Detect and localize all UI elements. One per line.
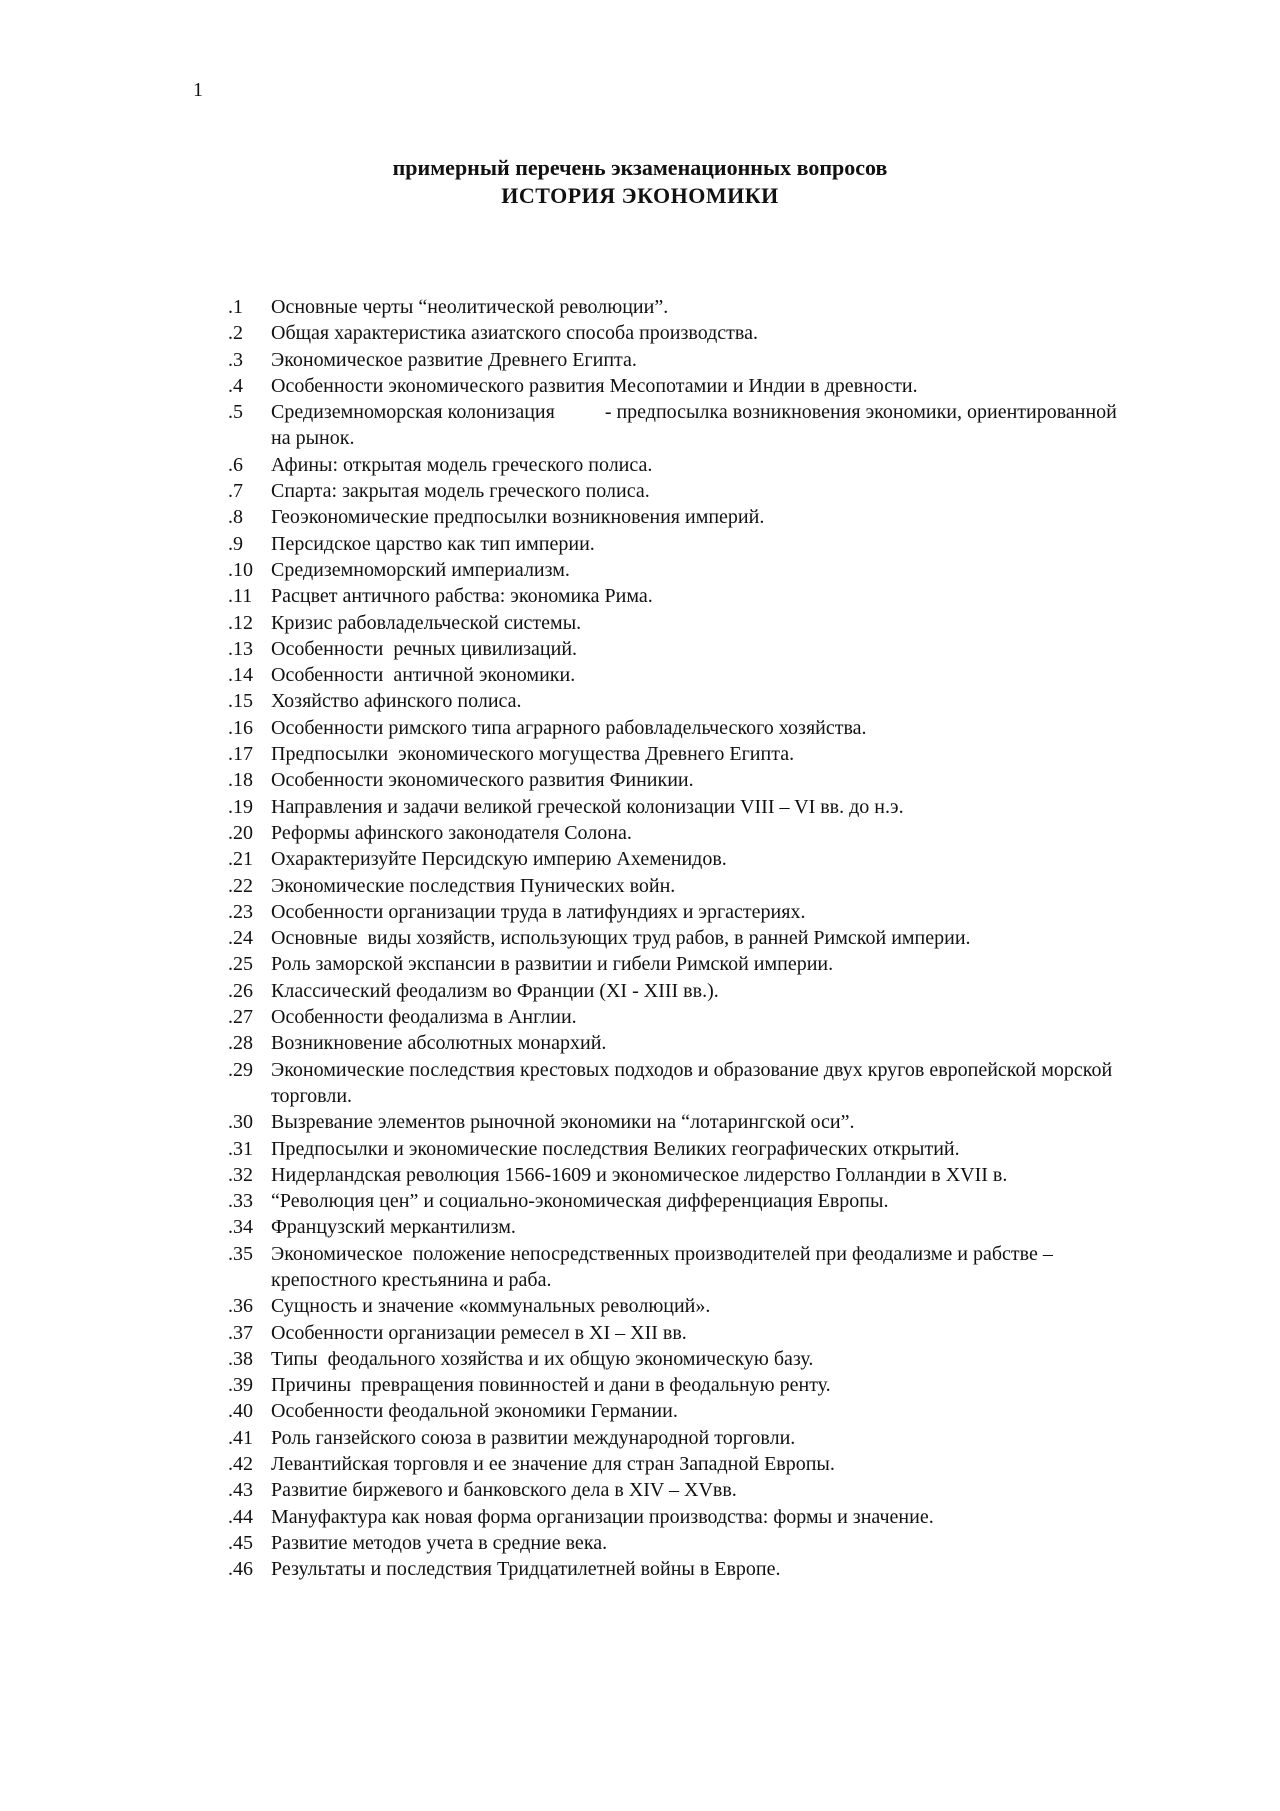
question-number: .22 bbox=[228, 874, 253, 897]
question-number: .46 bbox=[228, 1558, 253, 1581]
question-item bbox=[228, 478, 1128, 504]
question-number: .41 bbox=[228, 1426, 253, 1449]
question-item bbox=[228, 1530, 1128, 1556]
question-number: .15 bbox=[228, 690, 253, 713]
question-item bbox=[228, 1030, 1128, 1056]
question-text: Направления и задачи великой греческой колонизации VIII – VI вв. до н.э. bbox=[271, 795, 904, 818]
question-text: Результаты и последствия Тридцатилетней войны в Европе. bbox=[271, 1558, 781, 1581]
question-item bbox=[228, 1057, 1128, 1110]
question-item bbox=[228, 1425, 1128, 1451]
question-text: Классический феодализм во Франции (XI - XIII вв.). bbox=[271, 979, 719, 1002]
question-text: Развитие методов учета в средние века. bbox=[271, 1531, 608, 1554]
question-text: Предпосылки и экономические последствия Великих географических открытий. bbox=[271, 1137, 960, 1160]
document-title: ИСТОРИЯ ЭКОНОМИКИ bbox=[501, 183, 779, 208]
question-text: Особенности организации ремесел в XI – XII вв. bbox=[271, 1321, 687, 1344]
question-number: .20 bbox=[228, 821, 253, 844]
exam-question-list bbox=[228, 294, 1128, 1583]
question-text: Особенности экономического развития Месопотамии и Индии в древности. bbox=[271, 374, 918, 397]
question-text: Средиземноморская колонизация - предпосылка возникновения экономики, ориентированной на рынок. bbox=[271, 401, 1122, 450]
question-text: “Революция цен” и социально-экономическая дифференциация Европы. bbox=[271, 1190, 889, 1213]
question-number: .32 bbox=[228, 1163, 253, 1186]
question-number: .44 bbox=[228, 1505, 253, 1528]
question-number: .42 bbox=[228, 1453, 253, 1476]
question-number: .11 bbox=[228, 585, 253, 608]
question-item bbox=[228, 1556, 1128, 1582]
question-item bbox=[228, 531, 1128, 557]
question-text: Кризис рабовладельческой системы. bbox=[271, 611, 582, 634]
question-text: Мануфактура как новая форма организации производства: формы и значение. bbox=[271, 1505, 934, 1528]
question-text: Причины превращения повинностей и дани в феодальную ренту. bbox=[271, 1374, 831, 1397]
question-item bbox=[228, 1004, 1128, 1030]
question-number: .35 bbox=[228, 1242, 253, 1265]
question-text: Особенности организации труда в латифундиях и эргастериях. bbox=[271, 900, 806, 923]
question-item bbox=[228, 1398, 1128, 1424]
question-text: Роль заморской экспансии в развитии и гибели Римской империи. bbox=[271, 953, 834, 976]
question-text: Предпосылки экономического могущества Древнего Египта. bbox=[271, 743, 795, 766]
question-text: Экономическое развитие Древнего Египта. bbox=[271, 348, 637, 371]
question-number: .33 bbox=[228, 1190, 253, 1213]
question-item bbox=[228, 1320, 1128, 1346]
question-item bbox=[228, 1346, 1128, 1372]
question-number: .18 bbox=[228, 769, 253, 792]
question-item bbox=[228, 925, 1128, 951]
question-number: .30 bbox=[228, 1111, 253, 1134]
question-number: .39 bbox=[228, 1374, 253, 1397]
question-number: .19 bbox=[228, 795, 253, 818]
question-number: .9 bbox=[228, 532, 243, 555]
question-item bbox=[228, 820, 1128, 846]
question-item bbox=[228, 715, 1128, 741]
question-number: .43 bbox=[228, 1479, 253, 1502]
question-number: .45 bbox=[228, 1531, 253, 1554]
question-item bbox=[228, 846, 1128, 872]
question-text: Реформы афинского законодателя Солона. bbox=[271, 821, 632, 844]
question-text: Спарта: закрытая модель греческого полиса. bbox=[271, 480, 650, 503]
question-item bbox=[228, 688, 1128, 714]
question-number: .1 bbox=[228, 296, 243, 318]
question-number: .4 bbox=[228, 374, 243, 397]
question-number: .24 bbox=[228, 927, 253, 950]
question-text: Особенности речных цивилизаций. bbox=[271, 637, 578, 660]
question-item bbox=[228, 662, 1128, 688]
question-item bbox=[228, 767, 1128, 793]
question-text: Особенности феодализма в Англии. bbox=[271, 1006, 577, 1029]
question-text: Экономические последствия Пунических войн. bbox=[271, 874, 676, 897]
question-item bbox=[228, 741, 1128, 767]
question-number: .28 bbox=[228, 1032, 253, 1055]
question-text: Возникновение абсолютных монархий. bbox=[271, 1032, 607, 1055]
question-number: .2 bbox=[228, 322, 243, 345]
question-number: .25 bbox=[228, 953, 253, 976]
question-item bbox=[228, 610, 1128, 636]
question-item bbox=[228, 794, 1128, 820]
question-item bbox=[228, 1477, 1128, 1503]
question-item bbox=[228, 1504, 1128, 1530]
question-text: Расцвет античного рабства: экономика Рима. bbox=[271, 585, 653, 608]
question-text: Французский меркантилизм. bbox=[271, 1216, 516, 1239]
question-text: Нидерландская революция 1566-1609 и экономическое лидерство Голландии в XVII в. bbox=[271, 1163, 1008, 1186]
question-item bbox=[228, 899, 1128, 925]
question-text: Общая характеристика азиатского способа производства. bbox=[271, 322, 758, 345]
question-item bbox=[228, 583, 1128, 609]
question-text: Особенности римского типа аграрного рабовладельческого хозяйства. bbox=[271, 716, 867, 739]
question-number: .7 bbox=[228, 480, 243, 503]
question-text: Афины: открытая модель греческого полиса. bbox=[271, 453, 653, 476]
question-item bbox=[228, 373, 1128, 399]
question-item bbox=[228, 294, 1128, 320]
question-text: Развитие биржевого и банковского дела в XIV – XVвв. bbox=[271, 1479, 737, 1502]
question-item bbox=[228, 873, 1128, 899]
question-number: .23 bbox=[228, 900, 253, 923]
question-item bbox=[228, 951, 1128, 977]
question-item bbox=[228, 1162, 1128, 1188]
question-text: Хозяйство афинского полиса. bbox=[271, 690, 522, 713]
question-text: Особенности феодальной экономики Германии. bbox=[271, 1400, 678, 1423]
question-item bbox=[228, 978, 1128, 1004]
question-text: Экономические последствия крестовых подходов и образование двух кругов европейской морской торговли. bbox=[271, 1058, 1118, 1107]
question-number: .10 bbox=[228, 558, 253, 581]
question-text: Типы феодального хозяйства и их общую экономическую базу. bbox=[271, 1347, 814, 1370]
question-text: Средиземноморский империализм. bbox=[271, 558, 570, 581]
question-text: Левантийская торговля и ее значение для стран Западной Европы. bbox=[271, 1453, 835, 1476]
question-number: .3 bbox=[228, 348, 243, 371]
question-number: .13 bbox=[228, 637, 253, 660]
page-number: 1 bbox=[193, 79, 203, 101]
question-item bbox=[228, 399, 1128, 452]
question-text: Сущность и значение «коммунальных революций». bbox=[271, 1295, 711, 1318]
question-item bbox=[228, 1214, 1128, 1240]
title-block bbox=[0, 154, 1280, 210]
document-heading: примерный перечень экзаменационных вопросов bbox=[392, 155, 888, 180]
question-item bbox=[228, 504, 1128, 530]
question-text: Особенности экономического развития Финикии. bbox=[271, 769, 694, 792]
question-number: .37 bbox=[228, 1321, 253, 1344]
question-number: .34 bbox=[228, 1216, 253, 1239]
question-text: Основные виды хозяйств, использующих труд рабов, в ранней Римской империи. bbox=[271, 927, 971, 950]
question-item bbox=[228, 1188, 1128, 1214]
question-item bbox=[228, 1372, 1128, 1398]
question-number: .27 bbox=[228, 1006, 253, 1029]
question-number: .36 bbox=[228, 1295, 253, 1318]
question-number: .38 bbox=[228, 1347, 253, 1370]
question-text: Основные черты “неолитической революции”. bbox=[271, 296, 669, 318]
question-number: .8 bbox=[228, 506, 243, 529]
question-text: Роль ганзейского союза в развитии международной торговли. bbox=[271, 1426, 796, 1449]
question-number: .31 bbox=[228, 1137, 253, 1160]
question-item bbox=[228, 1451, 1128, 1477]
question-item bbox=[228, 347, 1128, 373]
question-number: .14 bbox=[228, 664, 253, 687]
question-number: .12 bbox=[228, 611, 253, 634]
question-item bbox=[228, 557, 1128, 583]
question-number: .29 bbox=[228, 1058, 253, 1081]
question-number: .17 bbox=[228, 743, 253, 766]
question-item bbox=[228, 636, 1128, 662]
question-text: Охарактеризуйте Персидскую империю Ахеменидов. bbox=[271, 848, 727, 871]
question-item bbox=[228, 1109, 1128, 1135]
question-number: .26 bbox=[228, 979, 253, 1002]
question-item bbox=[228, 1293, 1128, 1319]
question-text: Геоэкономические предпосылки возникновения империй. bbox=[271, 506, 765, 529]
question-item bbox=[228, 320, 1128, 346]
question-text: Персидское царство как тип империи. bbox=[271, 532, 595, 555]
question-number: .16 bbox=[228, 716, 253, 739]
question-number: .21 bbox=[228, 848, 253, 871]
question-number: .6 bbox=[228, 453, 243, 476]
question-item bbox=[228, 1241, 1128, 1294]
question-item bbox=[228, 452, 1128, 478]
question-text: Экономическое положение непосредственных производителей при феодализме и рабстве – крепостного крестьянина и раба. bbox=[271, 1242, 1058, 1291]
question-text: Вызревание элементов рыночной экономики на “лотарингской оси”. bbox=[271, 1111, 855, 1134]
question-number: .40 bbox=[228, 1400, 253, 1423]
question-text: Особенности античной экономики. bbox=[271, 664, 576, 687]
question-number: .5 bbox=[228, 401, 243, 424]
question-item bbox=[228, 1136, 1128, 1162]
